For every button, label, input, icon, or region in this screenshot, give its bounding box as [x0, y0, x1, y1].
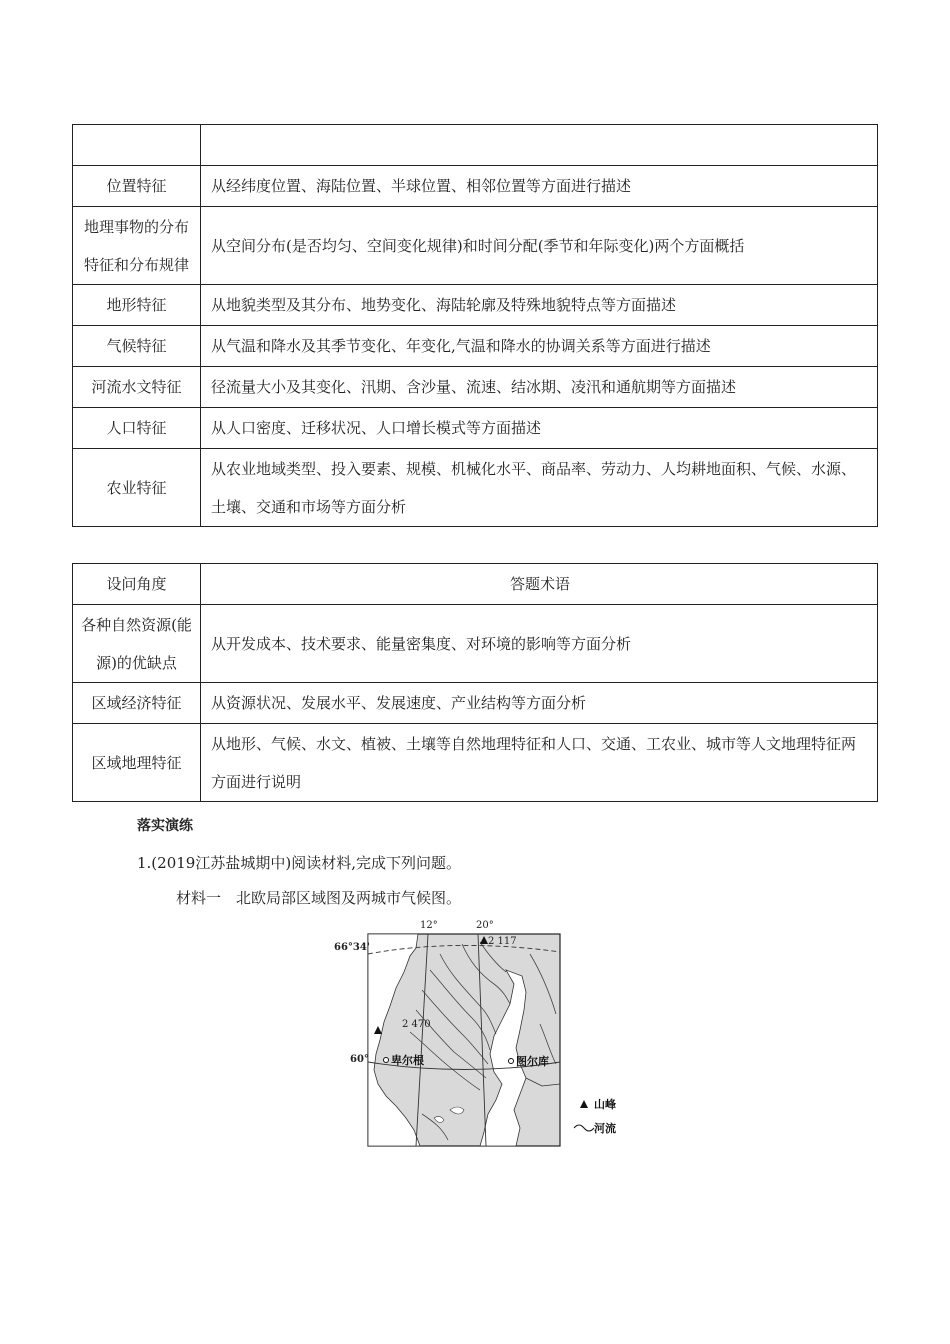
row-item: 人口特征	[73, 408, 201, 449]
table-row	[73, 683, 878, 724]
table-header-row	[73, 125, 878, 166]
row-item: 气候特征	[73, 326, 201, 367]
row-item: 区域地理特征	[73, 724, 201, 802]
row-desc: 从地貌类型及其分布、地势变化、海陆轮廓及特殊地貌特点等方面描述	[201, 285, 878, 326]
row-desc: 从开发成本、技术要求、能量密集度、对环境的影响等方面分析	[201, 605, 878, 683]
lon-label-20: 20°	[476, 920, 494, 931]
row-item: 农业特征	[73, 449, 201, 527]
header-cell	[73, 125, 201, 166]
lat-label-60: 60°	[350, 1054, 369, 1065]
header-cell: 答题术语	[201, 564, 878, 605]
table-row	[73, 285, 878, 326]
table-row	[73, 449, 878, 527]
row-desc: 径流量大小及其变化、汛期、含沙量、流速、结冰期、凌汛和通航期等方面描述	[201, 367, 878, 408]
material-caption: 材料一 北欧局部区域图及两城市气候图。	[176, 889, 462, 907]
row-desc: 从空间分布(是否均匀、空间变化规律)和时间分配(季节和年际变化)两个方面概括	[201, 207, 878, 285]
table-row	[73, 408, 878, 449]
table-row	[73, 166, 878, 207]
row-desc: 从农业地域类型、投入要素、规模、机械化水平、商品率、劳动力、人均耕地面积、气候、水源、土壤、交通和市场等方面分析	[201, 449, 878, 527]
row-desc: 从地形、气候、水文、植被、土壤等自然地理特征和人口、交通、工农业、城市等人文地理特征两方面进行说明	[201, 724, 878, 802]
river-icon	[574, 1125, 594, 1131]
row-item: 各种自然资源(能源)的优缺点	[73, 605, 201, 683]
row-item: 区域经济特征	[73, 683, 201, 724]
row-item: 地形特征	[73, 285, 201, 326]
row-desc: 从经纬度位置、海陆位置、半球位置、相邻位置等方面进行描述	[201, 166, 878, 207]
peak-icon	[580, 1100, 588, 1108]
table-header-row	[73, 564, 878, 605]
geo-terms-table-2	[72, 563, 878, 802]
table-row	[73, 207, 878, 285]
north-europe-map	[330, 914, 630, 1150]
row-desc: 从气温和降水及其季节变化、年变化,气温和降水的协调关系等方面进行描述	[201, 326, 878, 367]
header-cell: 设问角度	[73, 564, 201, 605]
question-text: 1.(2019江苏盐城期中)阅读材料,完成下列问题。	[137, 854, 461, 872]
peak-label-south: 2 470	[402, 1019, 431, 1030]
row-item: 位置特征	[73, 166, 201, 207]
row-item: 河流水文特征	[73, 367, 201, 408]
lat-label-arctic: 66°34'	[334, 942, 370, 953]
row-desc: 从人口密度、迁移状况、人口增长模式等方面描述	[201, 408, 878, 449]
lon-label-12: 12°	[420, 920, 438, 931]
legend-river-label: 河流	[594, 1122, 616, 1135]
table-row	[73, 724, 878, 802]
table-row	[73, 326, 878, 367]
legend-peak-label: 山峰	[594, 1098, 616, 1111]
city-bergen-label: 卑尔根	[391, 1054, 424, 1067]
peak-label-north: 2 117	[488, 936, 517, 947]
geo-terms-table-1	[72, 124, 878, 527]
table-row	[73, 367, 878, 408]
row-item: 地理事物的分布特征和分布规律	[73, 207, 201, 285]
city-turku-label: 图尔库	[516, 1055, 549, 1068]
table-row	[73, 605, 878, 683]
city-turku-marker	[509, 1059, 514, 1064]
header-cell	[201, 125, 878, 166]
row-desc: 从资源状况、发展水平、发展速度、产业结构等方面分析	[201, 683, 878, 724]
section-heading: 落实演练	[137, 818, 193, 834]
city-bergen-marker	[384, 1058, 389, 1063]
